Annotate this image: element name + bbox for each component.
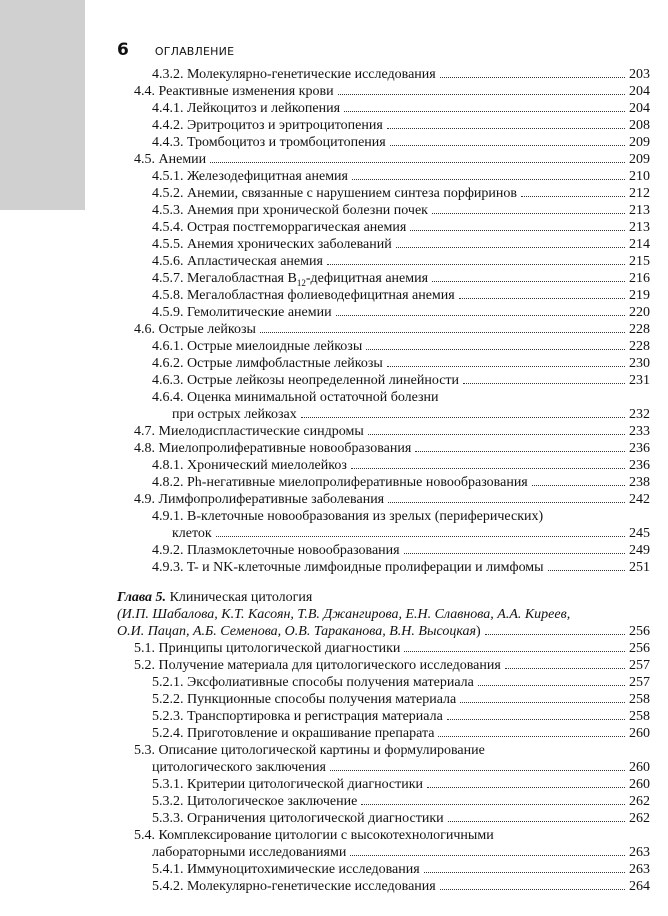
leader-dots [260,332,625,333]
toc-entry-title: 5.3.2. Цитологическое заключение [152,794,358,809]
toc-entry-title: 5.3. Описание цитологической картины и формулирование [134,743,485,758]
leader-dots [352,179,625,180]
leader-dots [301,417,625,418]
toc-entry-page: 236 [629,458,650,473]
leader-dots [404,553,625,554]
toc-entry-page: 210 [629,169,650,184]
toc-entry-title: 4.6.1. Острые миелоидные лейкозы [152,339,363,354]
chapter-title [117,589,312,606]
leader-dots [460,702,625,703]
toc-entry-title-part: -дефицитная анемия [305,271,429,286]
leader-dots [424,872,625,873]
toc-entry-title: 4.6.2. Острые лимфобластные лейкозы [152,356,383,371]
toc-entry-title: 5.4.1. Иммуноцитохимические исследования [152,862,420,877]
toc-entry-title: 4.4. Реактивные изменения крови [134,84,334,99]
leader-dots [387,128,625,129]
toc-entry[interactable] [117,559,650,576]
leader-dots [387,366,625,367]
toc-entry[interactable] [117,202,650,219]
toc-entry-title: при острых лейкозах [172,407,297,422]
toc-entry-page: 204 [629,101,650,116]
toc-entry-page: 230 [629,356,650,371]
toc-entry[interactable] [117,776,650,793]
leader-dots [390,145,625,146]
toc-entry[interactable] [117,83,650,100]
leader-dots [448,821,625,822]
toc-entry-page: 260 [629,777,650,792]
toc-entry-page: 228 [629,322,650,337]
running-title: ОГЛАВЛЕНИЕ [154,45,235,58]
toc-entry-page: 245 [629,526,650,541]
toc-entry-title: 4.5.8. Мегалобластная фолиеводефицитная анемия [152,288,455,303]
toc-entry[interactable] [117,338,650,355]
toc-entry-title: 4.9.3. T- и NK-клеточные лимфоидные пролиферации и лимфомы [152,560,544,575]
toc-entry-page: 264 [629,879,650,894]
toc-entry-title: 4.5.3. Анемия при хронической болезни почек [152,203,428,218]
leader-dots [410,230,625,231]
leader-dots [344,111,625,112]
toc-entry[interactable] [117,219,650,236]
toc-entry-title: 4.8.1. Хронический миелолейкоз [152,458,347,473]
toc-entry-page: 258 [629,709,650,724]
toc-entry-title: 5.3.3. Ограничения цитологической диагностики [152,811,444,826]
toc-entry-title: 4.8.2. Ph-негативные миелопролиферативные новообразования [152,475,528,490]
leader-dots [210,162,625,163]
toc-entry-title: 4.9.2. Плазмоклеточные новообразования [152,543,400,558]
toc-entry[interactable] [117,372,650,389]
toc-entry-title: 4.3.2. Молекулярно-генетические исследования [152,67,436,82]
leader-dots [216,536,625,537]
closing-paren: ) [476,624,481,639]
toc-entry[interactable] [117,236,650,253]
toc-entry-title: 4.5.2. Анемии, связанные с нарушением синтеза порфиринов [152,186,517,201]
chapter-label: Глава 5. [117,590,167,605]
leader-dots [415,451,625,452]
toc-entry-page: 251 [629,560,650,575]
toc-entry-page: 256 [629,641,650,656]
toc-entry[interactable] [117,440,650,457]
toc-entry[interactable] [117,474,650,491]
leader-dots [366,349,625,350]
toc-entry[interactable] [117,287,650,304]
toc-entry-title: 4.5.9. Гемолитические анемии [152,305,332,320]
toc-entry-page: 249 [629,543,650,558]
leader-dots [351,468,625,469]
toc-entry-title: 4.4.2. Эритроцитоз и эритроцитопения [152,118,383,133]
toc-entry-title: 4.5.5. Анемия хронических заболеваний [152,237,392,252]
leader-dots [427,787,625,788]
toc-entry-title: 5.2. Получение материала для цитологического исследования [134,658,501,673]
toc-entry[interactable] [117,100,650,117]
toc-entry-title: 5.3.1. Критерии цитологической диагностики [152,777,424,792]
leader-dots [388,502,625,503]
toc-entry[interactable] [117,168,650,185]
leader-dots [440,77,625,78]
toc-entry-title: 4.5.1. Железодефицитная анемия [152,169,348,184]
toc-entry-page: 260 [629,760,650,775]
page-edge-tab [0,0,85,210]
leader-dots [396,247,625,248]
leader-dots [459,298,625,299]
toc-entry-page: 262 [629,811,650,826]
toc-entry-page: 216 [629,271,650,286]
toc-entry-page: 214 [629,237,650,252]
toc-entry-title: 5.4.2. Молекулярно-генетические исследования [152,879,436,894]
toc-entry-page: 231 [629,373,650,388]
leader-dots [521,196,625,197]
toc-entry-title-part: 4.5.7. Мегалобластная B [152,271,297,286]
leader-dots [404,651,625,652]
toc-entry[interactable] [117,151,650,168]
toc-entry-title: 5.2.3. Транспортировка и регистрация материала [152,709,443,724]
toc-entry-title: 5.1. Принципы цитологической диагностики [134,641,401,656]
toc-entry-continuation[interactable] [117,525,650,542]
toc-entry-title: 5.2.1. Эксфолиативные способы получения материала [152,675,474,690]
toc-entry-title: цитологического заключения [152,760,326,775]
toc-entry-page: 242 [629,492,650,507]
toc-entry-page: 262 [629,794,650,809]
toc-entry-page: 233 [629,424,650,439]
toc-entry[interactable] [117,708,650,725]
toc-entry[interactable] [117,117,650,134]
toc-entry-page: 257 [629,675,650,690]
leader-dots [478,685,625,686]
toc-entry[interactable] [117,270,650,287]
toc-entry-title: 4.9. Лимфопролиферативные заболевания [134,492,385,507]
leader-dots [438,736,625,737]
toc-entry-title: 4.6. Острые лейкозы [134,322,256,337]
leader-dots [327,264,625,265]
toc-entry-page: 228 [629,339,650,354]
toc-entry-title: 4.6.4. Оценка минимальной остаточной болезни [152,390,439,405]
toc-entry-title: 4.9.1. B-клеточные новообразования из зрелых (периферических) [152,509,544,524]
toc-entry[interactable] [117,640,650,657]
toc-entry-page: 258 [629,692,650,707]
toc-entry-page: 212 [629,186,650,201]
section-gap [117,576,650,589]
toc-entry[interactable] [117,491,650,508]
toc-entry-continuation[interactable] [117,844,650,861]
leader-dots [548,570,625,571]
toc-entry[interactable] [117,725,650,742]
toc-entry-title: 4.5.4. Острая постгеморрагическая анемия [152,220,407,235]
toc-entry[interactable] [117,861,650,878]
toc-entry-continuation[interactable] [117,759,650,776]
page-header [117,40,234,64]
leader-dots [440,889,625,890]
toc-entry-title: 4.8. Миелопролиферативные новообразования [134,441,412,456]
toc-entry[interactable] [117,389,650,406]
leader-dots [463,383,625,384]
chapter-heading[interactable] [117,589,650,606]
toc-entry[interactable] [117,134,650,151]
toc-entry-title: клеток [172,526,212,541]
toc-entry[interactable] [117,321,650,338]
toc-entry-page: 256 [629,624,650,639]
subscript: 12 [296,277,306,288]
toc-entry-page: 209 [629,135,650,150]
leader-dots [532,485,625,486]
toc-entry-page: 232 [629,407,650,422]
toc-entry-page: 219 [629,288,650,303]
leader-dots [368,434,625,435]
toc-entry-page: 238 [629,475,650,490]
toc-entry[interactable] [117,793,650,810]
leader-dots [330,770,625,771]
toc-entry-title: 4.5. Анемии [134,152,207,167]
toc-entry[interactable] [117,810,650,827]
toc-entry-title: 4.4.3. Тромбоцитоз и тромбоцитопения [152,135,386,150]
toc-entry-title: 4.7. Миелодиспластические синдромы [134,424,364,439]
toc-entry[interactable] [117,827,650,844]
toc-entry[interactable] [117,657,650,674]
toc-entry-page: 220 [629,305,650,320]
leader-dots [336,315,625,316]
leader-dots [432,213,625,214]
chapter-name: Клиническая цитология [166,590,313,605]
chapter-authors-line [117,623,481,640]
toc-entry[interactable] [117,304,650,321]
toc-entry-title: 4.4.1. Лейкоцитоз и лейкопения [152,101,341,116]
toc-entry-page: 257 [629,658,650,673]
chapter-authors[interactable] [117,623,650,640]
chapter-authors-line: (И.П. Шабалова, К.Т. Касоян, Т.В. Джангирова, Е.Н. Славнова, А.А. Киреев, [117,607,571,622]
toc-entry[interactable] [117,691,650,708]
leader-dots [361,804,625,805]
toc-entry[interactable] [117,185,650,202]
toc-entry[interactable] [117,457,650,474]
toc-entry-title: 5.4. Комплексирование цитологии с высокотехнологичными [134,828,494,843]
page-number: 6 [117,40,129,60]
toc-entry-page: 263 [629,845,650,860]
leader-dots [350,855,625,856]
toc-entry[interactable] [117,423,650,440]
toc-entry[interactable] [117,878,650,895]
toc-entry-page: 203 [629,67,650,82]
chapter-authors [117,606,650,623]
toc-entry-title: 5.2.2. Пункционные способы получения материала [152,692,457,707]
toc-entry-page: 208 [629,118,650,133]
leader-dots [338,94,625,95]
toc-entry-page: 260 [629,726,650,741]
leader-dots [505,668,625,669]
toc-entry-page: 213 [629,203,650,218]
table-of-contents [117,66,650,895]
toc-entry[interactable] [117,508,650,525]
toc-entry-title: лабораторными исследованиями [152,845,347,860]
toc-entry[interactable] [117,542,650,559]
toc-entry-page: 236 [629,441,650,456]
toc-entry-page: 263 [629,862,650,877]
leader-dots [447,719,625,720]
toc-entry[interactable] [117,674,650,691]
leader-dots [432,281,625,282]
toc-entry-continuation[interactable] [117,406,650,423]
toc-entry-page: 204 [629,84,650,99]
toc-entry-title: 4.5.6. Апластическая анемия [152,254,323,269]
toc-entry-title: 4.6.3. Острые лейкозы неопределенной линейности [152,373,460,388]
toc-entry-page: 209 [629,152,650,167]
toc-entry-title: 5.2.4. Приготовление и окрашивание препарата [152,726,435,741]
toc-entry[interactable] [117,253,650,270]
toc-entry[interactable] [117,355,650,372]
toc-entry[interactable] [117,742,650,759]
leader-dots [485,634,625,635]
toc-entry-page: 215 [629,254,650,269]
chapter-authors-text: О.И. Пацап, А.Б. Семенова, О.В. Тараканова, В.Н. Высоцкая [117,624,477,639]
toc-entry[interactable] [117,66,650,83]
toc-entry-page: 213 [629,220,650,235]
